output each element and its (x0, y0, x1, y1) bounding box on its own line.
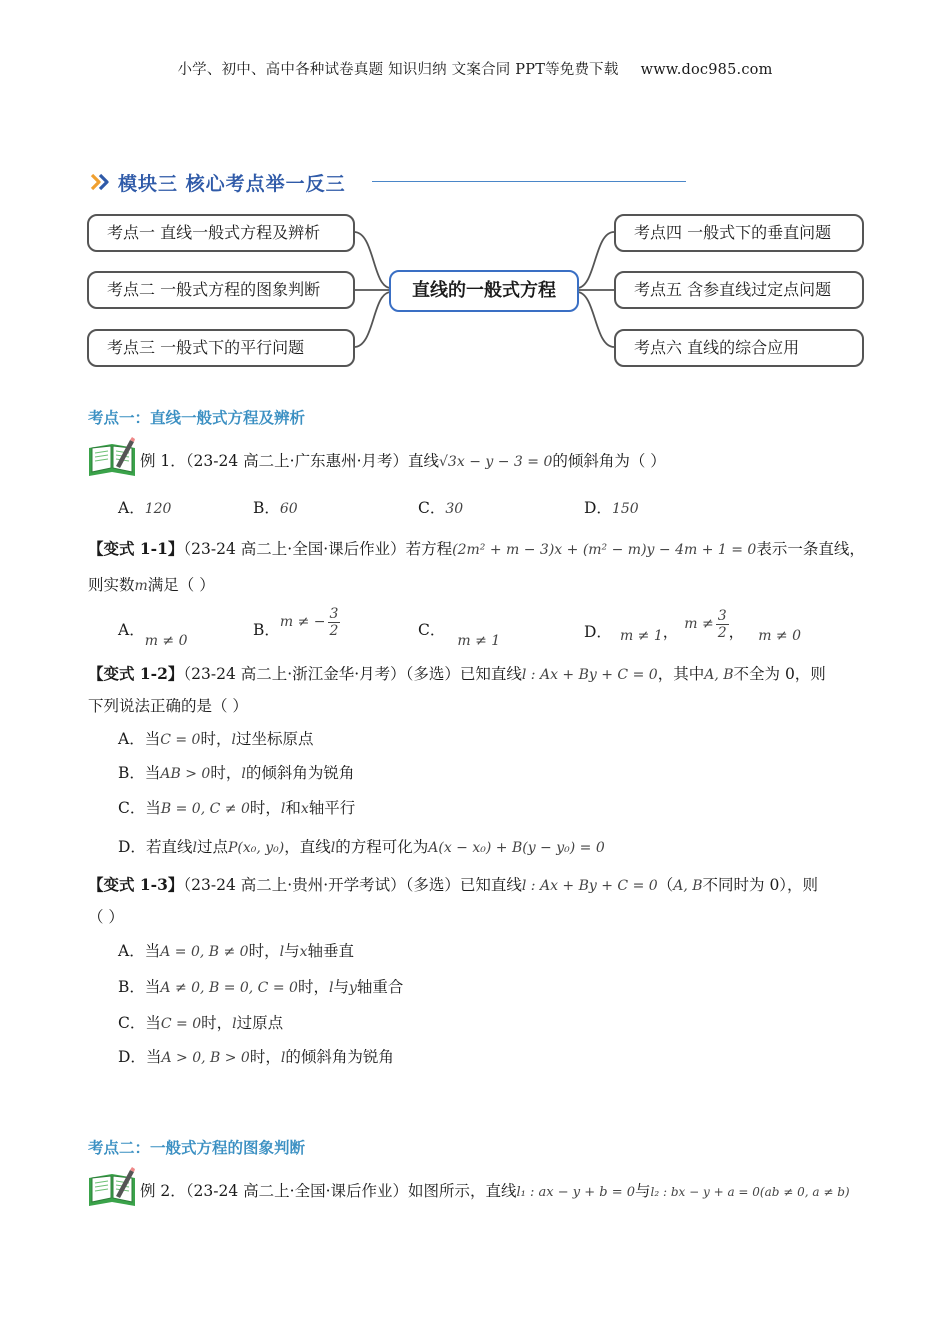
mindmap-node-1: 考点一 直线一般式方程及辨析 (87, 214, 355, 252)
text: 当 (144, 978, 161, 996)
v11-option-b (253, 604, 340, 640)
variant-1-3-source: （23-24 高二上·贵州·开学考试）（多选）已知直线 (183, 876, 522, 894)
variant-1-2-tail: 不全为 0，则 (733, 665, 826, 683)
text: 当 (145, 1048, 162, 1066)
section-title-1: 考点一：直线一般式方程及辨析 (88, 409, 306, 427)
variant-1-1-line2 (88, 574, 215, 597)
variant-1-2-equation: l : Ax + By + C = 0 (521, 667, 658, 683)
option-value: m ≠ 1 (457, 633, 501, 649)
math: l (328, 980, 334, 996)
text: 时， (248, 942, 280, 960)
option-value: 60 (279, 501, 298, 517)
book-icon (86, 436, 138, 480)
variant-1-3 (88, 874, 818, 897)
fraction (328, 606, 341, 639)
text: 时， (200, 730, 232, 748)
variant-1-1-tail: 表示一条直线， (756, 540, 865, 558)
section-title-2: 考点二：一般式方程的图象判断 (88, 1139, 306, 1157)
option-value: m ≠ (684, 616, 714, 632)
math: y (348, 980, 357, 996)
ex1-option-c (418, 496, 463, 518)
option-letter: C． (118, 1014, 146, 1032)
math: C = 0 (160, 732, 201, 748)
option-value: m ≠ 0 (144, 633, 188, 649)
option-letter: C． (118, 799, 146, 817)
math: x (300, 801, 309, 817)
v13-option-d (118, 1045, 394, 1067)
example-2 (140, 1180, 850, 1204)
example-2-equation-2: l₂ : bx − y + a = 0(ab ≠ 0, a ≠ b) (650, 1185, 850, 1199)
text: ，直线 (284, 838, 331, 856)
fraction-den: 2 (329, 622, 339, 639)
example-1-source: （23-24 高二上·广东惠州·月考）直线 (185, 452, 440, 470)
math: l (280, 801, 286, 817)
variant-1-2-source: （23-24 高二上·浙江金华·月考）（多选）已知直线 (183, 665, 522, 683)
option-letter: D． (584, 499, 612, 517)
variables-ab: A, B (673, 878, 703, 894)
option-letter: A． (118, 730, 145, 748)
v11-option-c (418, 618, 501, 649)
math: A ≠ 0, B = 0, C = 0 (160, 980, 298, 996)
text: 过原点 (236, 1014, 284, 1032)
text: 当 (145, 799, 161, 817)
option-letter: D． (584, 623, 612, 641)
option-letter: A． (118, 942, 145, 960)
text: 轴平行 (308, 799, 356, 817)
text: 时， (249, 1048, 281, 1066)
example-2-source: （23-24 高二上·全国·课后作业）如图所示，直线 (185, 1182, 517, 1200)
option-value: m ≠ 1 (619, 628, 663, 644)
text: 的倾斜角为锐角 (285, 1048, 394, 1066)
math: l (232, 1016, 237, 1032)
variant-1-1-source: （23-24 高二上·全国·课后作业）若方程 (183, 540, 453, 558)
math: AB > 0 (160, 766, 211, 782)
example-1-tail: 的倾斜角为（ ） (552, 452, 666, 470)
example-1-label: 例 1． (140, 452, 186, 470)
text: 的方程可化为 (335, 838, 429, 856)
ex1-option-d (584, 496, 639, 518)
math: l (280, 1050, 286, 1066)
math: A(x − x₀) + B(y − y₀) = 0 (428, 840, 605, 856)
variant-1-2-line2: 下列说法正确的是（ ） (88, 697, 248, 715)
text: 与 (635, 1182, 651, 1200)
math: l (231, 732, 236, 748)
variant-1-1-label: 【变式 1-1】 (88, 539, 184, 558)
separator: ， (662, 623, 679, 641)
math: B = 0, C ≠ 0 (160, 801, 250, 817)
book-icon (86, 1166, 138, 1210)
math: A = 0, B ≠ 0 (160, 944, 249, 960)
text: 当 (144, 764, 161, 782)
variant-1-2 (88, 663, 826, 686)
option-letter: B． (253, 621, 280, 639)
text: 轴重合 (356, 978, 404, 996)
option-letter: D． (118, 1048, 146, 1066)
text: 时， (201, 1014, 233, 1032)
text: 时， (210, 764, 242, 782)
fraction-den: 2 (717, 624, 727, 641)
option-letter: C． (418, 499, 446, 517)
option-value: 30 (445, 501, 464, 517)
v11-option-d (584, 604, 801, 644)
mindmap-center: 直线的一般式方程 (389, 270, 579, 312)
header-site: www.doc985.com (640, 62, 773, 78)
v12-option-c (118, 796, 355, 818)
text: 满足（ ） (147, 576, 215, 594)
mindmap-node-4: 考点四 一般式下的垂直问题 (614, 214, 864, 252)
text: 当 (144, 942, 161, 960)
v13-option-a (118, 939, 354, 961)
option-value: m ≠ − (279, 614, 326, 630)
variant-1-1-equation: (2m² + m − 3)x + (m² − m)y − 4m + 1 = 0 (452, 542, 757, 558)
option-letter: B． (253, 499, 280, 517)
text: 过点 (196, 838, 228, 856)
option-letter: C． (418, 621, 446, 639)
text: 轴垂直 (307, 942, 355, 960)
math: l (330, 840, 336, 856)
math: l (241, 766, 246, 782)
math: C = 0 (160, 1016, 202, 1032)
v13-option-c (118, 1011, 283, 1033)
v11-option-a (118, 618, 188, 649)
module-title-text: 模块三 核心考点举一反三 (118, 172, 346, 195)
text: 过坐标原点 (235, 730, 314, 748)
text: ，其中 (657, 665, 705, 683)
text: 时， (249, 799, 281, 817)
v13-option-b (118, 975, 403, 997)
variable-m: m (134, 578, 148, 594)
text: 与 (284, 942, 300, 960)
text: 当 (145, 1014, 161, 1032)
text: 时， (297, 978, 329, 996)
variant-1-3-line2: （ ） (88, 908, 124, 926)
option-letter: A． (118, 499, 145, 517)
math: x (299, 944, 308, 960)
option-value: m ≠ 0 (758, 628, 802, 644)
math: l (279, 944, 285, 960)
text: （ (657, 876, 674, 894)
text: 的倾斜角为锐角 (245, 764, 355, 782)
option-value: 150 (611, 501, 639, 517)
example-2-equation-1: l₁ : ax − y + b = 0 (516, 1185, 636, 1200)
variant-1-3-label: 【变式 1-3】 (88, 875, 184, 894)
option-letter: A． (118, 621, 145, 639)
variant-1-1 (88, 538, 865, 561)
example-2-label: 例 2． (140, 1182, 186, 1200)
fraction-num: 3 (329, 605, 339, 622)
v12-option-a (118, 727, 313, 749)
variant-1-2-label: 【变式 1-2】 (88, 664, 184, 683)
mindmap-node-3: 考点三 一般式下的平行问题 (87, 329, 355, 367)
v12-option-d (118, 835, 605, 857)
math: A > 0, B > 0 (161, 1050, 250, 1066)
mindmap-node-5: 考点五 含参直线过定点问题 (614, 271, 864, 309)
text: 与 (333, 978, 349, 996)
fraction-num: 3 (717, 607, 727, 624)
text: 若直线 (145, 838, 193, 856)
math: l (192, 840, 197, 856)
variant-1-3-tail: 不同时为 0），则 (702, 876, 819, 894)
example-1-equation: √3x − y − 3 = 0 (439, 454, 553, 470)
v12-option-b (118, 761, 354, 783)
option-value: 120 (144, 501, 172, 517)
mindmap-node-6: 考点六 直线的综合应用 (614, 329, 864, 367)
separator: ， (728, 623, 745, 641)
mindmap-node-2: 考点二 一般式方程的图象判断 (87, 271, 355, 309)
variables-ab: A, B (704, 667, 734, 683)
text: 当 (144, 730, 161, 748)
option-letter: B． (118, 764, 145, 782)
text: 和 (285, 799, 301, 817)
variant-1-3-equation: l : Ax + By + C = 0 (521, 878, 658, 894)
ex1-option-a (118, 496, 171, 518)
option-letter: D． (118, 838, 146, 856)
option-letter: B． (118, 978, 145, 996)
example-1 (140, 450, 666, 473)
ex1-option-b (253, 496, 298, 518)
math: P(x₀, y₀) (227, 840, 285, 856)
fraction (716, 608, 729, 641)
text: 则实数 (88, 576, 135, 594)
header-text: 小学、初中、高中各种试卷真题 知识归纳 文案合同 PPT等免费下载 (177, 62, 619, 78)
